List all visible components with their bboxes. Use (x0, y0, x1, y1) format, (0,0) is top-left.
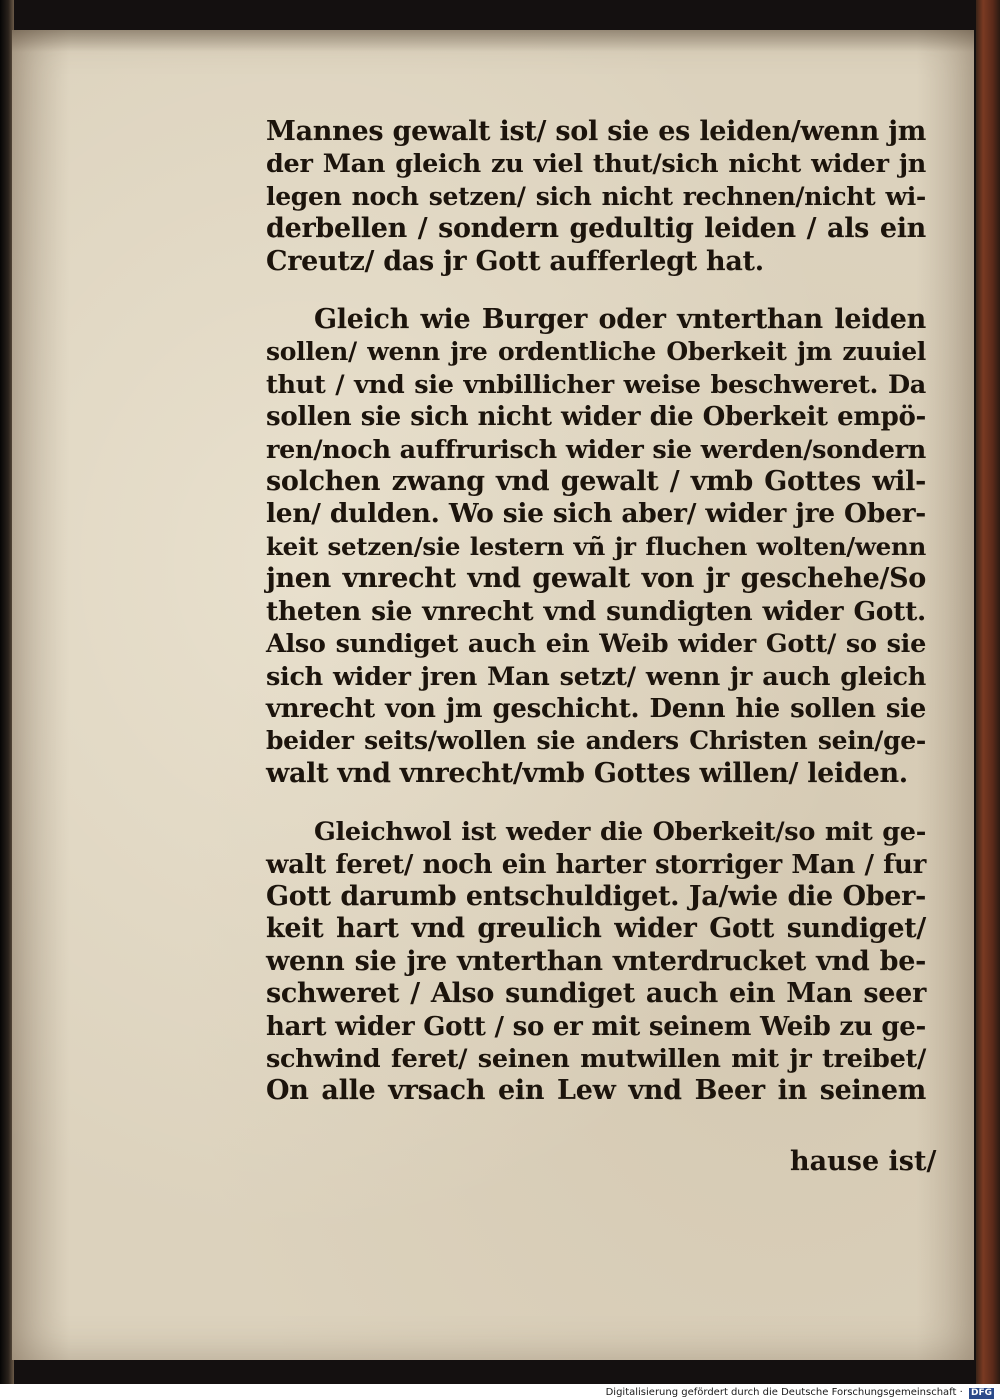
text-line: sich wider jren Man setzt/ wenn jr auch gleich (266, 661, 926, 692)
footer-bar (0, 1384, 1000, 1400)
text-line: On alle vrsach ein Lew vnd Beer in seinem (266, 1075, 926, 1107)
text-line: Creutz/ das jr Gott aufferlegt hat. (266, 245, 764, 277)
text-line: Gleichwol ist weder die Oberkeit/so mit ge- (314, 817, 926, 848)
text-line: walt vnd vnrecht/vmb Gottes willen/ leiden. (266, 757, 908, 789)
text-line: schweret / Also sundiget auch ein Man seer (266, 978, 926, 1010)
catchword: hause ist/ (790, 1146, 937, 1177)
text-line: hart wider Gott / so er mit seinem Weib zu ge- (266, 1011, 926, 1042)
text-line: wenn sie jre vnterthan vnterdrucket vnd be- (266, 945, 926, 977)
funding-credit-text: Digitalisierung gefördert durch die Deutsche Forschungsgemeinschaft (605, 1387, 957, 1398)
funding-credit: Digitalisierung gefördert durch die Deutsche Forschungsgemeinschaft · DFG (605, 1387, 992, 1398)
paragraph-1 (266, 116, 926, 278)
text-line: solchen zwang vnd gewalt / vmb Gottes wil- (266, 466, 926, 498)
text-line: theten sie vnrecht vnd sundigten wider Gott. (266, 595, 926, 627)
text-line: beider seits/wollen sie anders Christen sein/ge- (266, 726, 926, 756)
book-page (12, 30, 974, 1360)
text-line: derbellen / sondern gedultig leiden / als ein (266, 213, 926, 245)
text-line: Also sundiget auch ein Weib wider Gott/ so sie (266, 629, 926, 660)
paragraph-2 (266, 304, 926, 790)
page-text (266, 116, 926, 1134)
text-line: thut / vnd sie vnbillicher weise beschweret. Da (266, 369, 926, 400)
text-line: der Man gleich zu viel thut/sich nicht wider jn (266, 149, 926, 180)
text-line: keit hart vnd greulich wider Gott sundiget/ (266, 913, 926, 945)
text-line: schwind feret/ seinen mutwillen mit jr treibet/ (266, 1043, 926, 1074)
text-line: Gott darumb entschuldiget. Ja/wie die Ober- (266, 880, 926, 912)
dfg-logo-icon: DFG (970, 1388, 992, 1398)
text-line: legen noch setzen/ sich nicht rechnen/nicht wi- (266, 181, 926, 211)
text-line: keit setzen/sie lestern vñ jr fluchen wolten/wenn (266, 531, 926, 561)
text-line: sollen/ wenn jre ordentliche Oberkeit jm zuuiel (266, 337, 926, 367)
text-line: jnen vnrecht vnd gewalt von jr geschehe/So (266, 563, 926, 595)
text-line: walt feret/ noch ein harter storriger Man / fur (266, 849, 926, 880)
text-line: Gleich wie Burger oder vnterthan leiden (314, 304, 926, 336)
text-line: len/ dulden. Wo sie sich aber/ wider jre Ober- (266, 498, 926, 530)
book-cover-edge (976, 0, 1000, 1384)
text-line: Mannes gewalt ist/ sol sie es leiden/wenn jm (266, 116, 926, 147)
text-line: sollen sie sich nicht wider die Oberkeit empö- (266, 402, 926, 433)
text-line: vnrecht von jm geschicht. Denn hie sollen sie (266, 693, 926, 724)
page-shadow (12, 30, 974, 52)
paragraph-3 (266, 816, 926, 1108)
text-line: ren/noch auffrurisch wider sie werden/sondern (266, 434, 926, 465)
